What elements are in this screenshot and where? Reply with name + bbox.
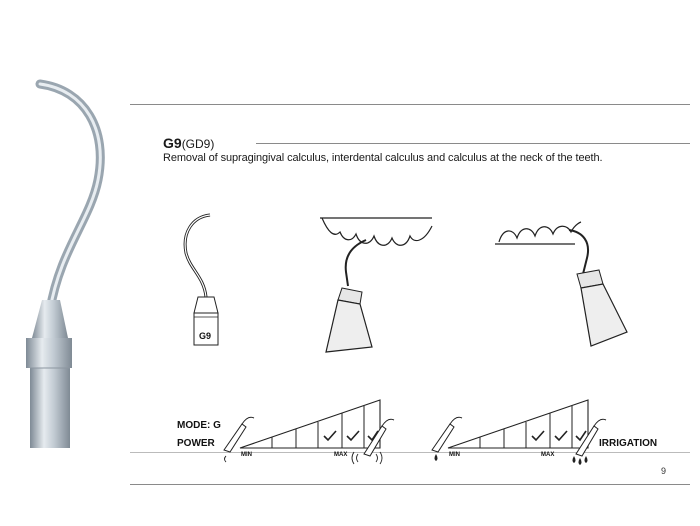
lower-teeth-illustration xyxy=(495,212,635,362)
top-divider xyxy=(130,104,690,105)
scaler-tip-photo xyxy=(0,60,130,520)
bottom-divider xyxy=(130,484,690,485)
tip-alt-code: (GD9) xyxy=(181,137,215,151)
handpiece-icon xyxy=(352,419,394,464)
page-title xyxy=(163,135,214,151)
title-underline xyxy=(256,143,690,144)
check-icon xyxy=(347,431,359,440)
check-icon xyxy=(324,431,336,440)
water-drop-icon xyxy=(573,456,588,465)
handpiece-icon xyxy=(576,419,606,456)
check-icon xyxy=(576,431,586,440)
tip-description: Removal of supragingival calculus, interdental calculus and calculus at the neck of the teeth. xyxy=(163,152,603,164)
tip-code: G9 xyxy=(163,135,182,151)
tip-outline-label: G9 xyxy=(199,331,212,341)
tip-outline-icon xyxy=(180,205,240,345)
water-drop-icon xyxy=(435,454,438,461)
handpiece-icon xyxy=(432,417,462,452)
page-number: 9 xyxy=(660,466,666,476)
check-icon xyxy=(555,431,567,440)
irrigation-max-label: MAX xyxy=(541,452,555,458)
upper-teeth-illustration xyxy=(320,212,440,362)
mode-label: MODE: G xyxy=(177,420,221,431)
irrigation-label: IRRIGATION xyxy=(599,438,658,449)
irrigation-min-label: MIN xyxy=(449,452,460,458)
check-icon xyxy=(532,431,544,440)
power-min-label: MIN xyxy=(241,452,252,458)
power-max-label: MAX xyxy=(334,452,348,458)
power-label: POWER xyxy=(177,438,215,449)
